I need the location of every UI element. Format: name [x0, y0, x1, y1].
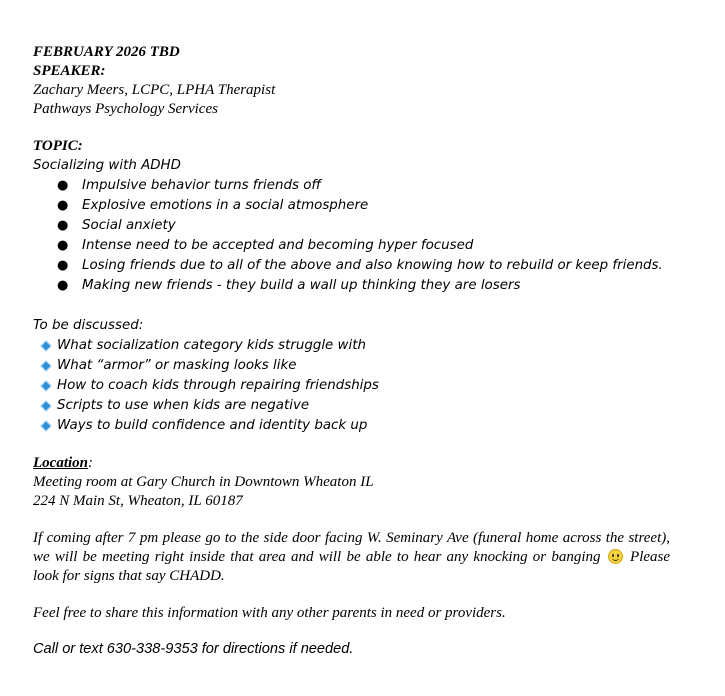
location-colon: : — [88, 455, 93, 471]
speaker-organization: Pathways Psychology Services — [33, 101, 218, 117]
list-item-text: Ways to build confidence and identity back up — [57, 418, 368, 433]
speaker-name: Zachary Meers, LCPC, LPHA Therapist — [33, 82, 276, 98]
list-item-text: Losing friends due to all of the above and also knowing how to rebuild or keep friends. — [82, 258, 663, 273]
bullet-disc-icon: ● — [57, 238, 69, 253]
smiley-face-icon — [608, 549, 623, 564]
diamond-bullet-icon — [40, 340, 51, 351]
speaker-label: SPEAKER: — [33, 63, 106, 79]
list-item-text: Scripts to use when kids are negative — [57, 398, 310, 413]
bullet-disc-icon: ● — [57, 278, 69, 293]
topic-title: Socializing with ADHD — [33, 158, 181, 173]
diamond-bullet-icon — [40, 360, 51, 371]
diamond-bullet-icon — [40, 380, 51, 391]
bullet-disc-icon: ● — [57, 218, 69, 233]
list-item-text: What socialization category kids struggle with — [57, 338, 366, 353]
location-label: Location — [33, 455, 88, 471]
bullet-disc-icon: ● — [57, 198, 69, 213]
bullet-disc-icon: ● — [57, 178, 69, 193]
topic-label: TOPIC: — [33, 138, 83, 154]
signs-text: Please look for signs that say CHADD. — [33, 549, 671, 584]
list-item-text: Making new friends - they build a wall up thinking they are losers — [82, 278, 521, 293]
bullet-disc-icon: ● — [57, 258, 69, 273]
list-item-text: How to coach kids through repairing friendships — [57, 378, 379, 393]
late-arrival-text: If coming after 7 pm please go to the side door facing W. Seminary Ave (funeral home across the street), we will be meeting right inside that area and will be able to hear any knocking or banging — [33, 530, 670, 565]
discussion-label: To be discussed: — [33, 318, 144, 333]
location-place: Meeting room at Gary Church in Downtown Wheaton IL — [33, 474, 374, 490]
location-heading — [33, 454, 93, 473]
location-address: 224 N Main St, Wheaton, IL 60187 — [33, 493, 243, 509]
list-item-text: What “armor” or masking looks like — [57, 358, 297, 373]
share-note: Feel free to share this information with any other parents in need or providers. — [33, 605, 506, 621]
list-item-text: Intense need to be accepted and becoming hyper focused — [82, 238, 474, 253]
contact-note: Call or text 630-338-9353 for directions if needed. — [33, 641, 354, 657]
list-item-text: Explosive emotions in a social atmosphere — [82, 198, 369, 213]
list-item-text: Impulsive behavior turns friends off — [82, 178, 322, 193]
diamond-bullet-icon — [40, 420, 51, 431]
list-item-text: Social anxiety — [82, 218, 176, 233]
late-arrival-note — [33, 529, 670, 586]
diamond-bullet-icon — [40, 400, 51, 411]
event-date: FEBRUARY 2026 TBD — [33, 44, 180, 60]
